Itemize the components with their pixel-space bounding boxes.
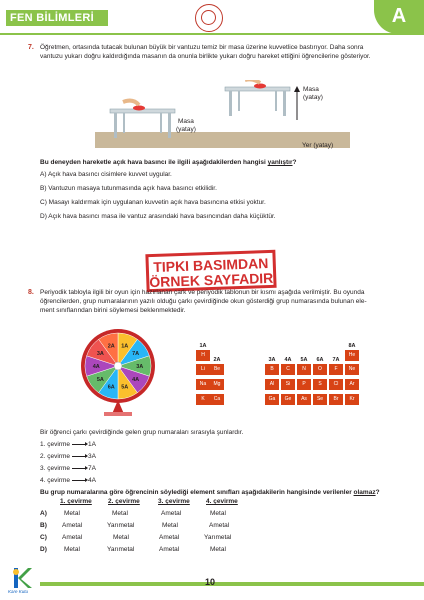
element-as: As <box>297 394 311 405</box>
publisher-name: Kare Kutu <box>8 589 29 594</box>
element-kr: Kr <box>345 394 359 405</box>
question-7-prompt: Bu deneyden hareketle açık hava basıncı ile ilgili aşağıdakilerden hangisi yanlıştır? <box>40 159 297 166</box>
question-7-option-c[interactable]: C) Masayı kaldırmak için uygulanan kuvvetin açık hava basıncına etkisi yoktur. <box>40 199 266 206</box>
element-p: P <box>297 379 311 390</box>
label-yatay-right: (yatay) <box>303 94 323 101</box>
page-number: 10 <box>205 577 216 587</box>
wheel-slice-label: 1A <box>121 343 129 350</box>
wheel-slice-label: 4A <box>92 364 100 370</box>
question-7-option-d[interactable]: D) Açık hava basıncı masa ile vantuz arasındaki hava basıncından daha küçüktür. <box>40 213 276 220</box>
element-ge: Ge <box>281 394 295 405</box>
element-k: K <box>196 394 210 405</box>
group-label-1a: 1A <box>199 343 207 349</box>
arrow-right-icon <box>72 468 86 469</box>
element-b: B <box>265 364 279 375</box>
worksheet-page: FEN BİLİMLERİ A 7. Öğretmen, ortasında tutacak bulunan büyük bir vantuzu temiz bir masa üzerine kuvvetlice bastırıyor. Daha sonra vantuzu yukarı doğru kaldırdığında masanın da onunla birlikte yukarı doğru hareket ettiğini öğrencilerine gösteriyor. Masa (yatay) Masa (yatay) Yer (yatay) Bu deneyden hareketle açık hava basıncı ile ilgili aşağıdakilerden hangisi yanlıştır? A) Açık hava basıncı cisimlere kuvvet uygular. B) Vantuzun masaya tutunmasında açık hava basıncı etkilidir. C) Masayı kaldırmak için uygulanan kuvvetin açık hava basıncına etkisi yoktur. D) Açık hava basıncı masa ile vantuz arasındaki hava basıncından daha küçüktür. TIPKI BASIMDAN ÖRNEK SAYFADIR 8. Periyodik tabloyla ilgili bir oyun için hazırlanan çark ve periyodik tablonun bir kısmı aşağıda verilmiştir. Bu oyunda öğrencilerden, grup numaralarının yazılı olduğu çarkı çevirdiğinde okun gösterdiği grup numarasında bulunan ele- ment sınıflarından birini söylemesi beklenmektedir. 1A 7A 3A 4A 5A 6A 5A 4A 3A 2A 1A 2A 3A 4A 5A 6A 7A 8A H He Li Be B C N O F Ne Na Mg Al Si P S Cl Ar K Ca Ga Ge As Se Br Kr Bir öğrenci çarkı çevirdiğinde gelen grup numaraları sırasıyla şunlardır. 1. çevirme 1A 2. çevirme 3A 3. çevirme 7A 4. çevirme 4A Bu grup numaralarına göre öğrencinin söylediği element sınıfları aşağıdakilerin hangisinde verilenler olamaz? 1. çevirme 2. çevirme 3. çevirme 4. çevirme A) Metal Metal Ametal Metal B) Ametal Yarımetal Metal Ametal C) Ametal Metal Ametal Yarımetal D) Metal Yarımetal Ametal Metal Kare Kutu 10 <box>0 0 424 600</box>
wheel-slice-label: 5A <box>96 376 104 383</box>
spin-row-1: 1. çevirme 1A <box>40 441 96 448</box>
element-ca: Ca <box>210 394 224 405</box>
label-yer: Yer (yatay) <box>302 142 334 149</box>
group-label-6a: 6A <box>316 357 324 363</box>
header-spin-2: 2. çevirme <box>108 498 140 505</box>
wheel-slice-label: 3A <box>96 351 104 358</box>
suction-cup-left <box>133 106 145 111</box>
element-h: H <box>196 350 210 361</box>
question-8-number: 8. <box>28 289 34 296</box>
element-be: Be <box>210 364 224 375</box>
footer-divider <box>40 582 424 586</box>
wheel-hub <box>114 362 122 370</box>
subject-title: FEN BİLİMLERİ <box>6 10 108 26</box>
group-label-4a: 4A <box>284 357 292 363</box>
element-mg: Mg <box>210 379 224 390</box>
element-ga: Ga <box>265 394 279 405</box>
header-spin-1: 1. çevirme <box>60 498 92 505</box>
group-label-3a: 3A <box>268 357 276 363</box>
wheel-slice-label: 3A <box>136 364 144 370</box>
spin-row-4: 4. çevirme 4A <box>40 477 96 484</box>
question-8-line-3: ment sınıflarından birini söylemesi beklenmektedir. <box>40 307 186 314</box>
header-divider <box>0 33 424 35</box>
element-n: N <box>297 364 311 375</box>
question-7-number: 7. <box>28 44 34 51</box>
arrow-right-icon <box>72 444 86 445</box>
element-ne: Ne <box>345 364 359 375</box>
element-li: Li <box>196 364 210 375</box>
group-label-2a: 2A <box>213 357 221 363</box>
element-s: S <box>313 379 327 390</box>
wheel-slice-label: 5A <box>121 384 129 391</box>
element-ar: Ar <box>345 379 359 390</box>
wheel-slice-label: 7A <box>132 351 140 358</box>
element-se: Se <box>313 394 327 405</box>
label-masa-right: Masa <box>303 86 319 93</box>
wheel-slice-label: 6A <box>107 384 115 391</box>
spin-wheel[interactable] <box>78 326 158 416</box>
spin-row-2: 2. çevirme 3A <box>40 453 96 460</box>
question-7-line-1: Öğretmen, ortasında tutacak bulunan büyük bir vantuzu temiz bir masa üzerine kuvvetlice bastırıyor. Daha sonra <box>40 44 364 51</box>
element-o: O <box>313 364 327 375</box>
element-na: Na <box>196 379 210 390</box>
booklet-badge: A <box>374 0 424 34</box>
element-he: He <box>345 350 359 361</box>
wheel-slice-label: 2A <box>107 343 115 350</box>
spin-row-3: 3. çevirme 7A <box>40 465 96 472</box>
wheel-slice-label: 4A <box>132 376 140 383</box>
question-8-prompt: Bu grup numaralarına göre öğrencinin söylediği element sınıfları aşağıdakilerin hangisinde verilenler olamaz? <box>40 489 380 496</box>
element-si: Si <box>281 379 295 390</box>
hand-right <box>245 80 260 83</box>
header-spin-4: 4. çevirme <box>206 498 238 505</box>
group-label-7a: 7A <box>332 357 340 363</box>
question-7-line-2: vantuzu yukarı doğru kaldırdığında masanın da onunla birlikte yukarı doğru hareket ettiğini öğrencilerine gösteriyor. <box>40 53 371 60</box>
stamp-line-1: TIPKI BASIMDAN <box>152 254 269 276</box>
element-al: Al <box>265 379 279 390</box>
question-8-line-1: Periyodik tabloyla ilgili bir oyun için hazırlanan çark ve periyodik tablonun bir kısmı aşağıda verilmiştir. Bu oyunda <box>40 289 365 296</box>
element-cl: Cl <box>329 379 343 390</box>
element-f: F <box>329 364 343 375</box>
spins-intro: Bir öğrenci çarkı çevirdiğinde gelen grup numaraları sırasıyla şunlardır. <box>40 429 244 436</box>
arrow-right-icon <box>72 480 86 481</box>
ministry-logo-icon <box>195 4 223 32</box>
question-7-option-b[interactable]: B) Vantuzun masaya tutunmasında açık hava basıncı etkilidir. <box>40 185 217 192</box>
sample-page-stamp <box>145 250 276 293</box>
suction-cup-right <box>254 84 266 89</box>
stamp-line-2: ÖRNEK SAYFADIR <box>149 269 274 291</box>
element-c: C <box>281 364 295 375</box>
question-8-line-2: öğrencilerden, grup numaralarının yazılı olduğu çarkı çevirdiğinde okun gösterdiği grup numarasında bulunan ele- <box>40 298 367 305</box>
label-yatay-left: (yatay) <box>176 126 196 133</box>
group-label-8a: 8A <box>348 343 356 349</box>
label-masa-left: Masa <box>178 118 194 125</box>
hand-left <box>123 101 139 105</box>
header-spin-3: 3. çevirme <box>158 498 190 505</box>
question-7-option-a[interactable]: A) Açık hava basıncı cisimlere kuvvet uygular. <box>40 171 172 178</box>
element-br: Br <box>329 394 343 405</box>
group-label-5a: 5A <box>300 357 308 363</box>
arrow-right-icon <box>72 456 86 457</box>
page-header <box>0 0 424 34</box>
